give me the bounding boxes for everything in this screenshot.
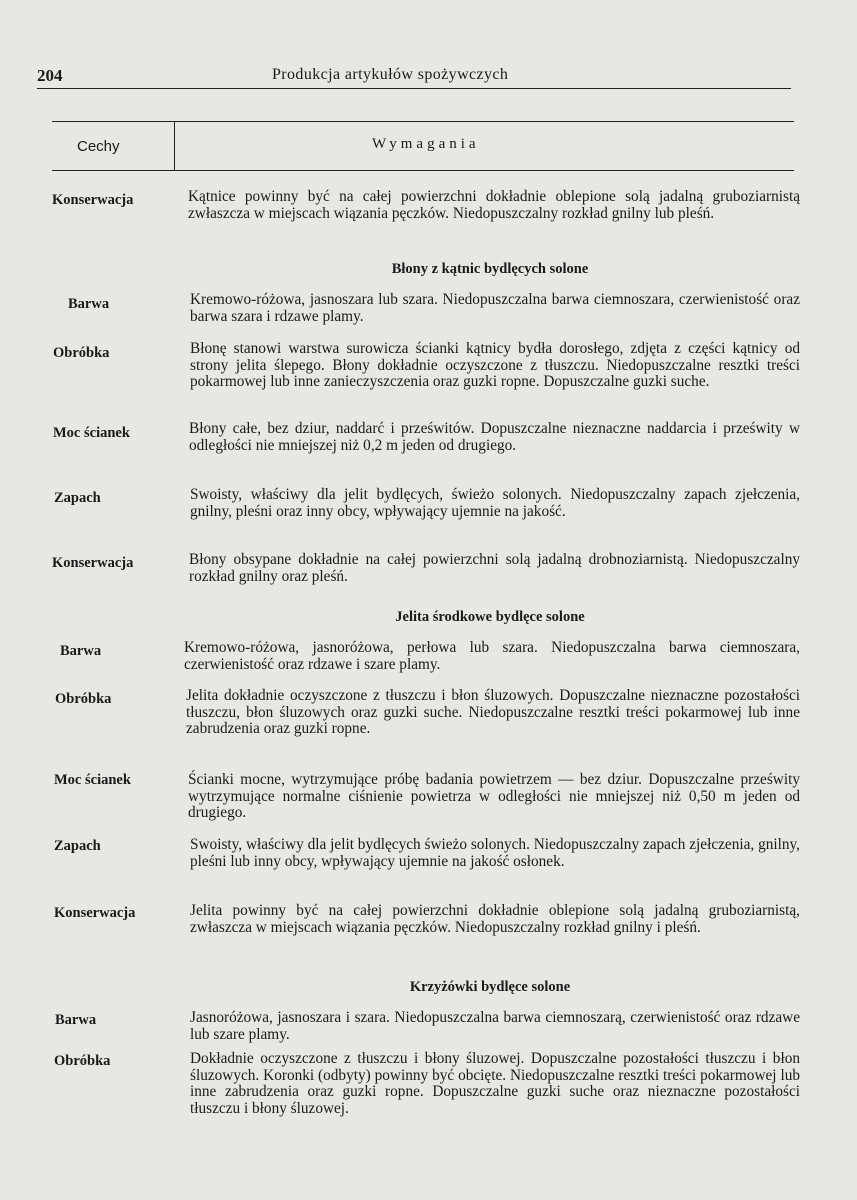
row-text: Błony całe, bez dziur, naddarć i prześwitów. Dopuszczalne nieznaczne naddarcia i prześwity w odległości nie mniejszej niż 0,2 m jeden od drugiego. (189, 420, 800, 454)
row-text: Dokładnie oczyszczone z tłuszczu i błony śluzowej. Dopuszczalne pozostałości tłuszczu i błon śluzowych. Koronki (odbyty) powinny być obcięte. Niedopuszczalne resztki treści pokarmowej lub inne zabrudzenia oraz guzki ropne. Dopuszczalne guzki suche oraz nieznaczne pozostałości tłuszczu i błony śluzowej. (190, 1050, 800, 1118)
column-header-features: Cechy (77, 138, 120, 155)
section-title: Jelita środkowe bydlęce solone (395, 609, 585, 625)
row-text: Błony obsypane dokładnie na całej powierzchni solą jadalną drobnoziarnistą. Niedopuszczalny rozkład gnilny oraz pleśń. (189, 551, 800, 585)
page-number: 204 (37, 66, 63, 85)
row-label: Obróbka (53, 345, 110, 361)
row-label: Zapach (54, 490, 101, 506)
section-title: Krzyżówki bydlęce solone (409, 979, 571, 995)
row-label: Moc ścianek (54, 772, 131, 788)
row-text: Swoisty, właściwy dla jelit bydlęcych, świeżo solonych. Niedopuszczalny zapach zjełczenia, gnilny, pleśni oraz inny obcy, wpływający ujemnie na jakość. (190, 486, 800, 520)
row-label: Konserwacja (54, 905, 136, 921)
row-text: Błonę stanowi warstwa surowicza ścianki kątnicy bydła dorosłego, zdjęta z części kątnicy od strony jelita ślepego. Błony dokładnie oczyszczone z tłuszczu. Niedopuszczalne resztki treści pokarmowej lub inne zanieczyszczenia oraz guzki ropne. Dopuszczalne guzki suche. (190, 340, 800, 391)
row-text: Swoisty, właściwy dla jelit bydlęcych świeżo solonych. Niedopuszczalny zapach zjełczenia, gnilny, pleśni lub inny obcy, wpływający ujemnie na jakość osłonek. (190, 836, 800, 870)
section-title: Błony z kątnic bydlęcych solone (391, 261, 589, 277)
row-label: Obróbka (54, 1053, 111, 1069)
column-header-requirements: Wymagania (372, 136, 480, 152)
row-text: Jelita dokładnie oczyszczone z tłuszczu i błon śluzowych. Dopuszczalne nieznaczne pozostałości tłuszczu, błon śluzowych oraz guzki suche. Niedopuszczalne resztki treści pokarmowej lub inne zabrudzenia oraz guzki ropne. (186, 687, 800, 738)
row-label: Barwa (60, 643, 102, 659)
row-text: Kątnice powinny być na całej powierzchni dokładnie oblepione solą jadalną gruboziarnistą zwłaszcza w miejscach wiązania pęczków. Niedopuszczalny rozkład gnilny lub pleśń. (188, 188, 800, 222)
row-text: Jelita powinny być na całej powierzchni dokładnie oblepione solą jadalną gruboziarnistą, zwłaszcza w miejscach wiązania pęczków. Niedopuszczalny rozkład gnilny i pleśń. (190, 902, 800, 936)
row-label: Konserwacja (52, 555, 134, 571)
row-label: Barwa (68, 296, 110, 312)
row-text: Ścianki mocne, wytrzymujące próbę badania powietrzem — bez dziur. Dopuszczalne prześwity wytrzymujące normalne ciśnienie powietrza w odległości nie mniejszej niż 0,50 m jeden od drugiego. (188, 771, 800, 822)
column-divider (174, 122, 175, 170)
row-label: Barwa (55, 1012, 97, 1028)
row-text: Kremowo-różowa, jasnoszara lub szara. Niedopuszczalna barwa ciemnoszara, czerwienistość oraz barwa szara i rdzawe plamy. (190, 291, 800, 325)
row-text: Jasnoróżowa, jasnoszara i szara. Niedopuszczalna barwa ciemnoszarą, czerwienistość oraz rdzawe lub szare plamy. (190, 1009, 800, 1043)
page-header (37, 66, 791, 89)
row-label: Moc ścianek (53, 425, 130, 441)
row-text: Kremowo-różowa, jasnoróżowa, perłowa lub szara. Niedopuszczalna barwa ciemnoszara, czerwienistość oraz rdzawe i szare plamy. (184, 639, 800, 673)
row-label: Konserwacja (52, 192, 134, 208)
running-title: Produkcja artykułów spożywczych (272, 66, 509, 83)
row-label: Zapach (54, 838, 101, 854)
row-label: Obróbka (55, 691, 112, 707)
table-header (52, 121, 794, 171)
